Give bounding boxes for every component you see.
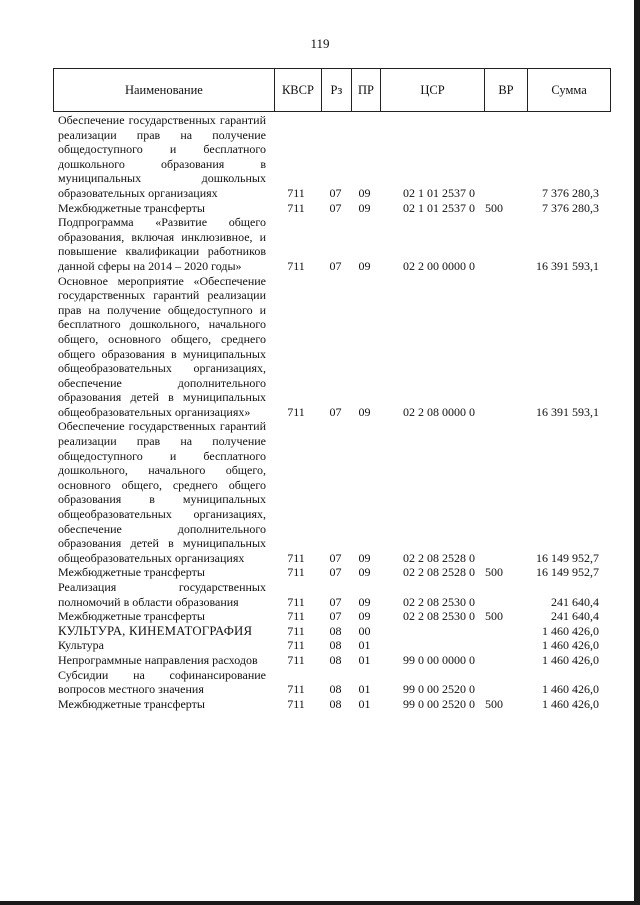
row-kvsr: 711 bbox=[287, 404, 305, 419]
row-rz: 07 bbox=[329, 594, 342, 609]
row-rz: 07 bbox=[329, 565, 342, 580]
row-csr: 99 0 00 2520 0 bbox=[403, 696, 475, 711]
row-kvsr: 711 bbox=[287, 594, 305, 609]
table-row bbox=[58, 201, 603, 216]
row-pr: 09 bbox=[358, 550, 371, 565]
row-pr: 09 bbox=[358, 609, 371, 624]
row-name: Субсидии на софинансирование вопросов местного значения bbox=[58, 667, 266, 697]
row-rz: 07 bbox=[329, 200, 342, 215]
row-sum: 1 460 426,0 bbox=[542, 638, 599, 653]
row-pr: 09 bbox=[358, 404, 371, 419]
row-vr: 500 bbox=[485, 200, 503, 215]
table-row bbox=[58, 697, 603, 712]
row-rz: 08 bbox=[329, 652, 342, 667]
row-rz: 07 bbox=[329, 550, 342, 565]
row-rz: 08 bbox=[329, 623, 342, 638]
row-kvsr: 711 bbox=[287, 638, 305, 653]
row-rz: 08 bbox=[329, 682, 342, 697]
table-row bbox=[58, 624, 603, 639]
header-csr: ЦСР bbox=[380, 69, 484, 111]
table-row bbox=[58, 565, 603, 580]
row-sum: 16 391 593,1 bbox=[536, 258, 599, 273]
row-name: Обеспечение государственных гарантий реализации прав на получение общедоступного и бесплатного дошкольного, начального общего, основного общего, среднего общего образования в муниципальных общеобразовательных организациях, обеспечение дополнительного образования детей в муниципальных общеобразовательных организациях bbox=[58, 419, 266, 565]
row-vr: 500 bbox=[485, 696, 503, 711]
row-sum: 1 460 426,0 bbox=[542, 652, 599, 667]
row-vr: 500 bbox=[485, 609, 503, 624]
row-csr: 02 2 08 2530 0 bbox=[403, 594, 475, 609]
row-name: Основное мероприятие «Обеспечение государственных гарантий реализации прав на получение общедоступного и бесплатного дошкольного, начального общего, основного общего, среднего общего образования в муниципальных общеобразовательных организациях, обеспечение дополнительного образования детей в муниципальных общеобразовательных организациях» bbox=[58, 273, 266, 419]
row-csr: 99 0 00 0000 0 bbox=[403, 652, 475, 667]
row-csr: 02 2 08 0000 0 bbox=[403, 404, 475, 419]
header-name: Наименование bbox=[124, 82, 203, 97]
row-name: Обеспечение государственных гарантий реализации прав на получение общедоступного и бесплатного дошкольного образования в муниципальных дошкольных образовательных организациях bbox=[58, 113, 266, 200]
row-kvsr: 711 bbox=[287, 258, 305, 273]
table-row bbox=[58, 653, 603, 668]
row-sum: 1 460 426,0 bbox=[542, 696, 599, 711]
row-name: Межбюджетные трансферты bbox=[58, 565, 205, 580]
row-sum: 16 391 593,1 bbox=[536, 404, 599, 419]
row-csr: 02 2 08 2528 0 bbox=[403, 550, 475, 565]
row-pr: 01 bbox=[358, 682, 371, 697]
table-row bbox=[58, 113, 603, 201]
row-name: Межбюджетные трансферты bbox=[58, 609, 205, 624]
row-csr: 02 2 08 2530 0 bbox=[403, 609, 475, 624]
row-pr: 09 bbox=[358, 565, 371, 580]
row-kvsr: 711 bbox=[287, 185, 305, 200]
row-name: Реализация государственных полномочий в области образования bbox=[58, 580, 266, 609]
row-rz: 07 bbox=[329, 185, 342, 200]
table-row bbox=[58, 580, 603, 609]
page-number: 119 bbox=[310, 36, 330, 51]
header-rz: Рз bbox=[321, 69, 351, 111]
table-header bbox=[53, 68, 611, 112]
row-rz: 08 bbox=[329, 638, 342, 653]
table-row bbox=[58, 668, 603, 697]
row-sum: 241 640,4 bbox=[551, 609, 599, 624]
row-kvsr: 711 bbox=[287, 200, 305, 215]
row-pr: 09 bbox=[358, 200, 371, 215]
row-rz: 07 bbox=[329, 404, 342, 419]
row-pr: 01 bbox=[358, 638, 371, 653]
row-name: Культура bbox=[58, 638, 104, 653]
scan-edge-bottom bbox=[0, 901, 640, 905]
row-kvsr: 711 bbox=[287, 696, 305, 711]
table-row bbox=[58, 419, 603, 565]
table-row bbox=[58, 215, 603, 273]
row-kvsr: 711 bbox=[287, 652, 305, 667]
table-row bbox=[58, 638, 603, 653]
row-rz: 07 bbox=[329, 609, 342, 624]
row-csr: 02 1 01 2537 0 bbox=[403, 185, 475, 200]
row-name: Непрограммные направления расходов bbox=[58, 652, 258, 667]
header-kvsr: КВСР bbox=[274, 69, 321, 111]
row-pr: 09 bbox=[358, 594, 371, 609]
row-csr: 02 2 08 2528 0 bbox=[403, 565, 475, 580]
row-kvsr: 711 bbox=[287, 565, 305, 580]
header-vr: ВР bbox=[484, 69, 527, 111]
scan-edge-right bbox=[634, 0, 640, 905]
row-kvsr: 711 bbox=[287, 623, 305, 638]
row-sum: 16 149 952,7 bbox=[536, 565, 599, 580]
row-name: Межбюджетные трансферты bbox=[58, 200, 205, 215]
row-sum: 1 460 426,0 bbox=[542, 682, 599, 697]
row-sum: 16 149 952,7 bbox=[536, 550, 599, 565]
row-csr: 99 0 00 2520 0 bbox=[403, 682, 475, 697]
row-name: Межбюджетные трансферты bbox=[58, 696, 205, 711]
row-vr: 500 bbox=[485, 565, 503, 580]
row-name: Подпрограмма «Развитие общего образования, включая инклюзивное, и повышение квалификации работников данной сферы на 2014 – 2020 годы» bbox=[58, 215, 266, 273]
row-pr: 00 bbox=[358, 623, 371, 638]
row-rz: 07 bbox=[329, 258, 342, 273]
row-name: КУЛЬТУРА, КИНЕМАТОГРАФИЯ bbox=[58, 623, 253, 638]
row-sum: 241 640,4 bbox=[551, 594, 599, 609]
row-kvsr: 711 bbox=[287, 682, 305, 697]
row-csr: 02 2 00 0000 0 bbox=[403, 258, 475, 273]
row-pr: 09 bbox=[358, 185, 371, 200]
row-sum: 7 376 280,3 bbox=[542, 200, 599, 215]
row-pr: 01 bbox=[358, 652, 371, 667]
table-row bbox=[58, 609, 603, 624]
table-row bbox=[58, 274, 603, 420]
row-kvsr: 711 bbox=[287, 609, 305, 624]
row-pr: 09 bbox=[358, 258, 371, 273]
row-sum: 1 460 426,0 bbox=[542, 623, 599, 638]
row-kvsr: 711 bbox=[287, 550, 305, 565]
table-body bbox=[58, 113, 603, 711]
header-pr: ПР bbox=[351, 69, 381, 111]
header-sum: Сумма bbox=[527, 69, 610, 111]
row-sum: 7 376 280,3 bbox=[542, 185, 599, 200]
row-csr: 02 1 01 2537 0 bbox=[403, 200, 475, 215]
row-pr: 01 bbox=[358, 696, 371, 711]
row-rz: 08 bbox=[329, 696, 342, 711]
